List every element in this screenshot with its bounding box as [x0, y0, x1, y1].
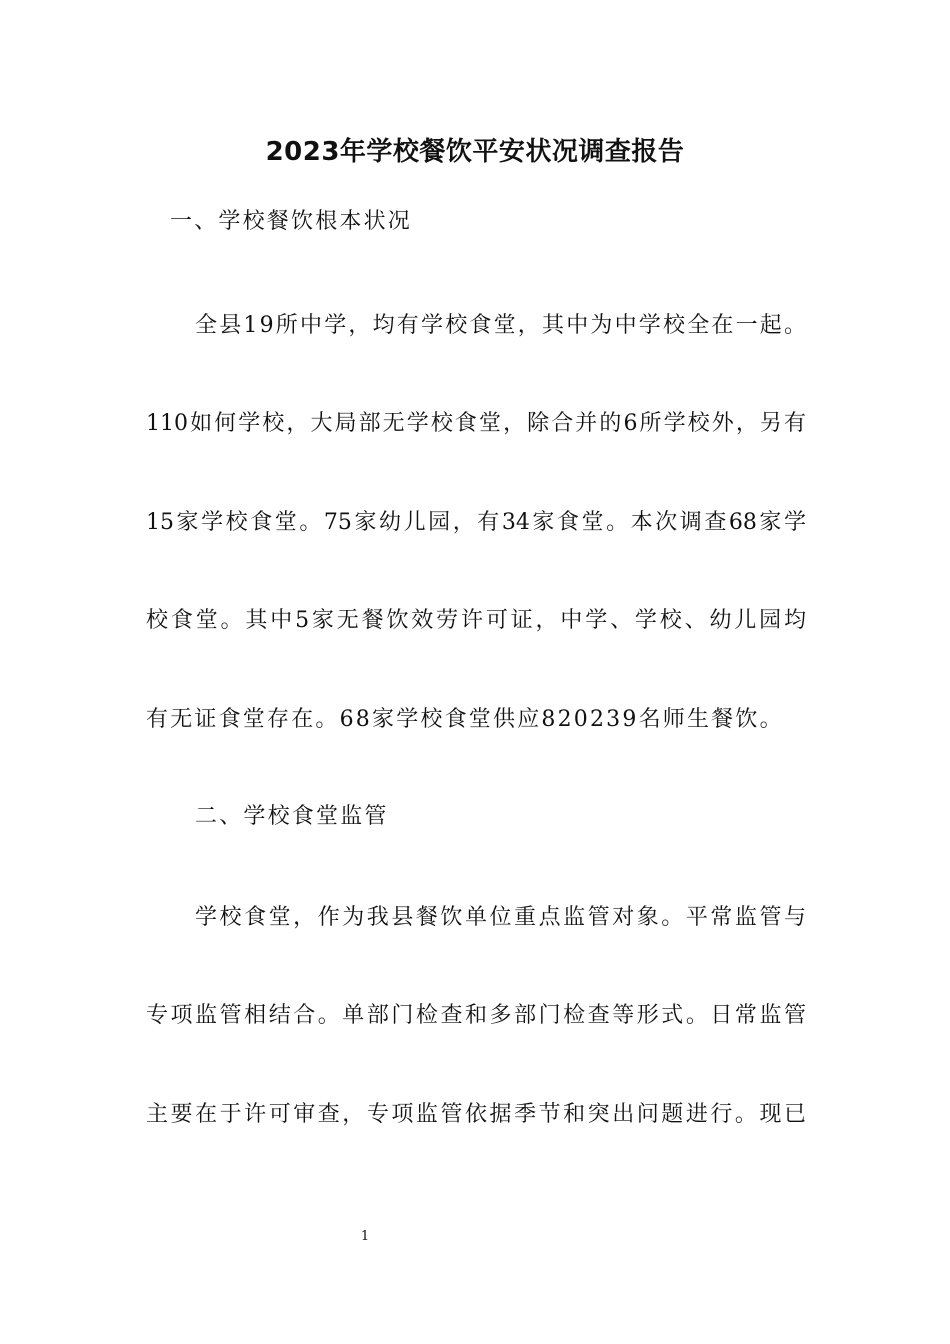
paragraph-line: 全县19所中学，均有学校食堂，其中为中学校全在一起。 [195, 313, 809, 338]
paragraph-line: 校食堂。其中5家无餐饮效劳许可证，中学、学校、幼儿园均 [146, 608, 806, 633]
paragraph-line: 主要在于许可审查，专项监管依据季节和突出问题进行。现已 [146, 1102, 806, 1127]
section-heading-1: 一、学校餐饮根本状况 [170, 209, 413, 234]
paragraph-line: 110如何学校，大局部无学校食堂，除合并的6所学校外，另有 [146, 411, 806, 436]
paragraph-line: 学校食堂，作为我县餐饮单位重点监管对象。平常监管与 [195, 905, 806, 930]
paragraph-line: 有无证食堂存在。68家学校食堂供应820239名师生餐饮。 [146, 707, 784, 732]
paragraph-line: 专项监管相结合。单部门检查和多部门检查等形式。日常监管 [146, 1003, 806, 1028]
document-title: 2023年学校餐饮平安状况调查报告 [265, 137, 685, 167]
section-heading-2: 二、学校食堂监管 [195, 804, 389, 829]
page-number: 1 [360, 1229, 370, 1244]
paragraph-line: 15家学校食堂。75家幼儿园，有34家食堂。本次调查68家学 [146, 510, 806, 535]
